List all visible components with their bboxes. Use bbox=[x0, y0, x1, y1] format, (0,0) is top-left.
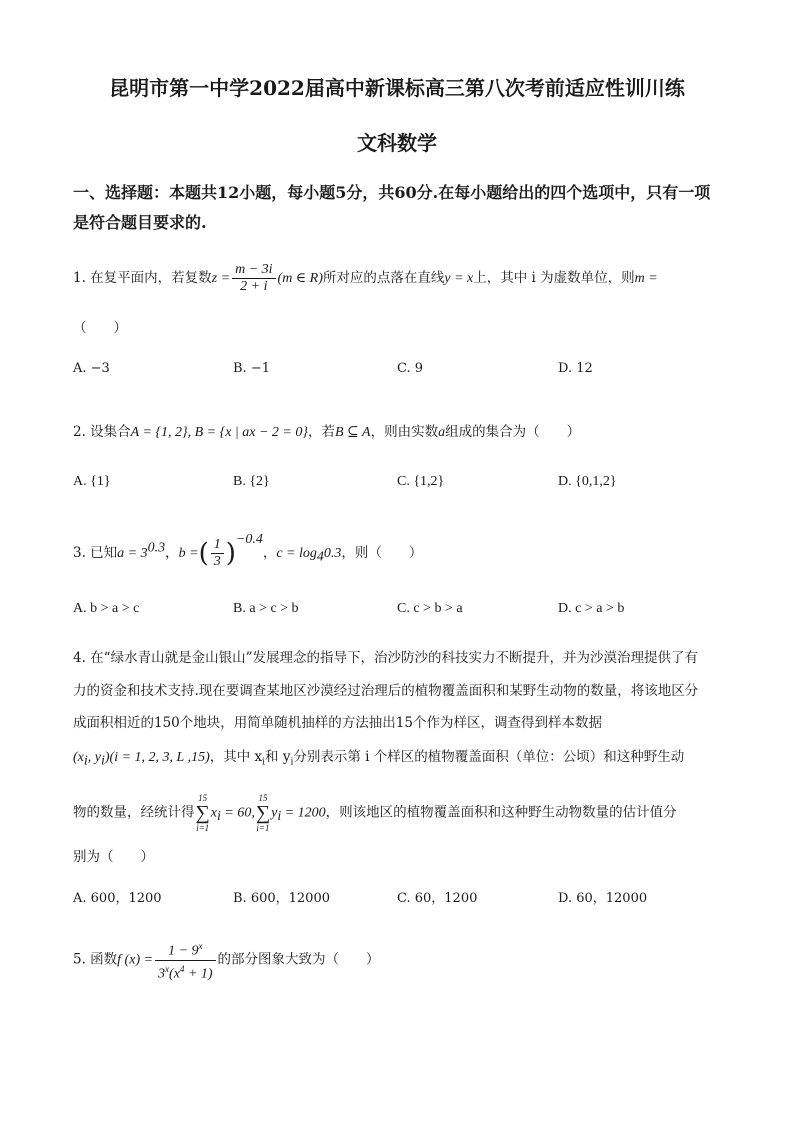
q3-option-d: D. c > a > b bbox=[558, 601, 625, 616]
q4-pair-mid: , y bbox=[87, 750, 101, 765]
q4-sum2 bbox=[256, 793, 270, 833]
q1-option-a: A. −3 bbox=[73, 361, 110, 376]
q2-relation: B ⊆ A bbox=[334, 425, 371, 440]
q2-option-c: C. {1,2} bbox=[397, 474, 445, 489]
q3-left-paren: ( bbox=[198, 538, 209, 569]
q4-text-sub1: i bbox=[262, 757, 266, 768]
q3-c-arg: 0.3 bbox=[323, 546, 342, 561]
q3-b-exp: −0.4 bbox=[235, 532, 263, 547]
q3-sep2: ， bbox=[262, 545, 277, 561]
q3-end: ，则（ ） bbox=[341, 545, 423, 561]
q5-num-base: 1 − 9 bbox=[168, 943, 199, 959]
q2-mid: ，若 bbox=[307, 424, 335, 440]
q4-sum2-top: 15 bbox=[258, 793, 268, 803]
q4-pair-open: (x bbox=[73, 750, 84, 765]
page-subtitle: 文科数学 bbox=[357, 131, 437, 155]
q4-sum1-bottom: i=1 bbox=[196, 823, 210, 833]
q5-den-c: + 1) bbox=[184, 966, 213, 982]
q1-z: z = bbox=[211, 271, 231, 286]
q4-text-sub2: i bbox=[290, 757, 294, 768]
q4-sum2-expr: y bbox=[271, 805, 278, 821]
q3-a: a = 3 bbox=[117, 546, 148, 561]
q2-post: ，则由实数 bbox=[370, 424, 439, 440]
q4-text-b: 和 y bbox=[265, 749, 291, 765]
q1-numerator: m − 3i bbox=[232, 262, 275, 279]
q3-b: b = bbox=[178, 546, 199, 561]
q1-fraction bbox=[232, 262, 275, 295]
q5-den-exp: x bbox=[165, 963, 170, 974]
q4-line5 bbox=[73, 793, 677, 833]
q1-pre: 1. 在复平面内，若复数 bbox=[73, 270, 212, 286]
q1-mid: 所对应的点落在直线 bbox=[322, 270, 445, 286]
q1-post: 上，其中 i 为虚数单位，则 bbox=[473, 270, 635, 286]
q4-line4 bbox=[73, 745, 684, 770]
q3-option-a: A. b > a > c bbox=[73, 601, 140, 616]
q5-den-b: (x bbox=[169, 966, 180, 982]
q3-c: c = log bbox=[276, 546, 317, 561]
q3-right-paren: ) bbox=[225, 538, 236, 569]
q1-cond: (m ∈ R) bbox=[277, 271, 323, 286]
q4-sum2-sub: i bbox=[277, 809, 282, 825]
page-title: 昆明市第一中学2022届高中新课标高三第八次考前适应性训川练 bbox=[109, 76, 685, 100]
q4-line6: 别为（ ） bbox=[73, 849, 154, 865]
q5-fraction bbox=[155, 938, 216, 982]
q5-post: 的部分图象大致为（ ） bbox=[217, 951, 380, 968]
q4-sum2-sigma: ∑ bbox=[255, 802, 271, 824]
q2-pre: 2. 设集合 bbox=[73, 424, 131, 440]
section-header-line1: 一、选择题：本题共12小题，每小题5分，共60分.在每小题给出的四个选项中，只有一项 bbox=[73, 183, 711, 202]
q5-f: f (x) = bbox=[117, 952, 154, 968]
q4-line5-post: ，则该地区的植物覆盖面积和这种野生动物数量的估计值分 bbox=[325, 804, 677, 821]
q4-text-c: 分别表示第 i 个样区的植物覆盖面积（单位：公顷）和这种野生动 bbox=[293, 749, 685, 765]
q2-option-d: D. {0,1,2} bbox=[558, 474, 617, 489]
section-header-line2: 是符合题目要求的. bbox=[73, 213, 207, 232]
q4-sum2-value: = 1200 bbox=[281, 805, 326, 821]
q4-sum1-top: 15 bbox=[198, 793, 208, 803]
q4-sum1-sub: i bbox=[216, 809, 221, 825]
q4-index-range: )(i = 1, 2, 3, L ,15) bbox=[104, 750, 210, 765]
q5-den-a: 3 bbox=[158, 966, 166, 982]
q3-option-c: C. c > b > a bbox=[397, 601, 463, 616]
q4-text-a: ，其中 x bbox=[209, 749, 263, 765]
q3-fraction bbox=[211, 537, 224, 570]
q4-pair-sub1: i bbox=[83, 753, 88, 769]
q2-sets: A = {1, 2}, B = {x | ax − 2 = 0} bbox=[130, 425, 308, 440]
q4-line3: 成面积相近的150个地块，用简单随机抽样的方法抽出15个作为样区，调查得到样本数据 bbox=[73, 715, 602, 731]
q4-sum1-sigma: ∑ bbox=[195, 802, 210, 824]
q2-var: a bbox=[438, 425, 446, 440]
q4-pair-sub2: i bbox=[101, 753, 105, 769]
q3-pre: 3. 已知 bbox=[73, 545, 118, 561]
question-3-stem bbox=[73, 532, 422, 570]
q3-b-num: 1 bbox=[211, 537, 224, 554]
q1-option-b: B. −1 bbox=[233, 361, 270, 376]
q1-option-c: C. 9 bbox=[397, 361, 424, 376]
q4-line2: 力的资金和技术支持.现在要调查某地区沙漠经过治理后的植物覆盖面积和某野生动物的数量，将该地区分 bbox=[73, 683, 699, 699]
q2-option-a: A. {1} bbox=[73, 474, 111, 489]
q3-b-den: 3 bbox=[213, 554, 221, 569]
q4-option-c: C. 60，1200 bbox=[397, 891, 478, 906]
q3-option-b: B. a > c > b bbox=[233, 601, 299, 616]
q4-line1: 4. 在“绿水青山就是金山银山”发展理念的指导下，治沙防沙的科技实力不断提升，并为沙漠治理提供了有 bbox=[73, 650, 698, 666]
q4-line5-pre: 物的数量，经统计得 bbox=[73, 804, 195, 821]
q5-den-exp2: 4 bbox=[179, 963, 185, 974]
q3-sep1: ， bbox=[165, 545, 179, 561]
q4-option-b: B. 600，12000 bbox=[233, 891, 330, 906]
q4-sum1-value: = 60, bbox=[220, 805, 255, 821]
q1-answer-paren: （ ） bbox=[73, 320, 127, 336]
q4-sum2-bottom: i=1 bbox=[256, 823, 270, 833]
q1-option-d: D. 12 bbox=[558, 361, 593, 376]
question-1-stem bbox=[73, 262, 658, 295]
q1-denominator: 2 + i bbox=[240, 279, 268, 294]
q1-line: y = x bbox=[444, 271, 474, 286]
q2-option-b: B. {2} bbox=[233, 474, 270, 489]
q4-sum1-expr: x bbox=[210, 805, 217, 821]
question-5-stem bbox=[73, 938, 380, 982]
q5-num-exp: x bbox=[198, 941, 203, 951]
q5-pre: 5. 函数 bbox=[73, 951, 118, 968]
q4-sum1 bbox=[196, 793, 210, 833]
q5-denominator bbox=[155, 961, 216, 983]
question-2-stem bbox=[73, 420, 580, 441]
q4-option-a: A. 600，1200 bbox=[73, 891, 162, 906]
q4-option-d: D. 60，12000 bbox=[558, 891, 648, 906]
q1-ask: m = bbox=[634, 271, 658, 286]
q3-a-exp: 0.3 bbox=[147, 540, 166, 556]
q5-numerator bbox=[155, 938, 216, 961]
q2-end: 组成的集合为（ ） bbox=[445, 424, 581, 440]
q3-c-base: 4 bbox=[316, 549, 324, 565]
